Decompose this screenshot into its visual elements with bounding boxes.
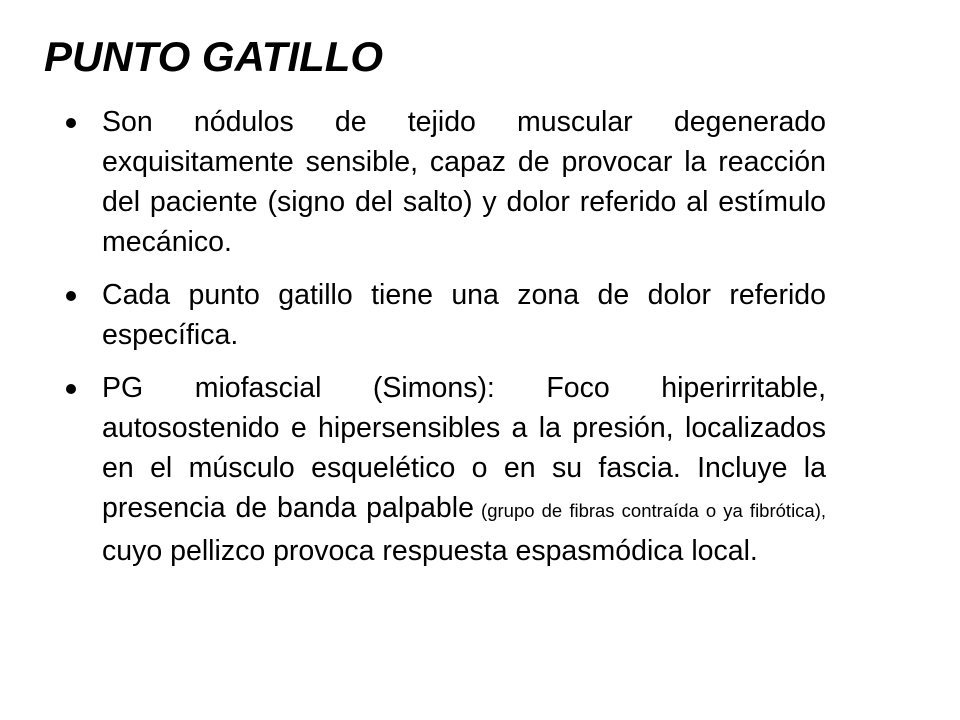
slide-title: PUNTO GATILLO <box>44 33 384 80</box>
bullet-text: Cada punto gatillo tiene una zona de dolor referido específica. <box>102 279 826 351</box>
bullet-list <box>66 102 826 571</box>
bullet-dot-icon <box>66 384 76 394</box>
bullet-text-main: PG miofascial (Simons): Foco hiperirritable, autosostenido e hipersensibles a la presión, localizados en el músculo esquelético o en su fascia. Incluye la presencia de banda palpable <box>102 372 826 524</box>
bullet-item <box>66 275 826 355</box>
bullet-text-parenthetical: (grupo de fibras contraída o ya fibrótica), <box>473 500 827 521</box>
bullet-dot-icon <box>66 291 76 301</box>
bullet-dot-icon <box>66 118 76 128</box>
bullet-item <box>66 102 826 262</box>
bullet-item <box>66 368 826 571</box>
bullet-text: Son nódulos de tejido muscular degenerado exquisitamente sensible, capaz de provocar la reacción del paciente (signo del salto) y dolor referido al estímulo mecánico. <box>102 106 826 258</box>
bullet-text-end: cuyo pellizco provoca respuesta espasmódica local. <box>102 535 758 567</box>
